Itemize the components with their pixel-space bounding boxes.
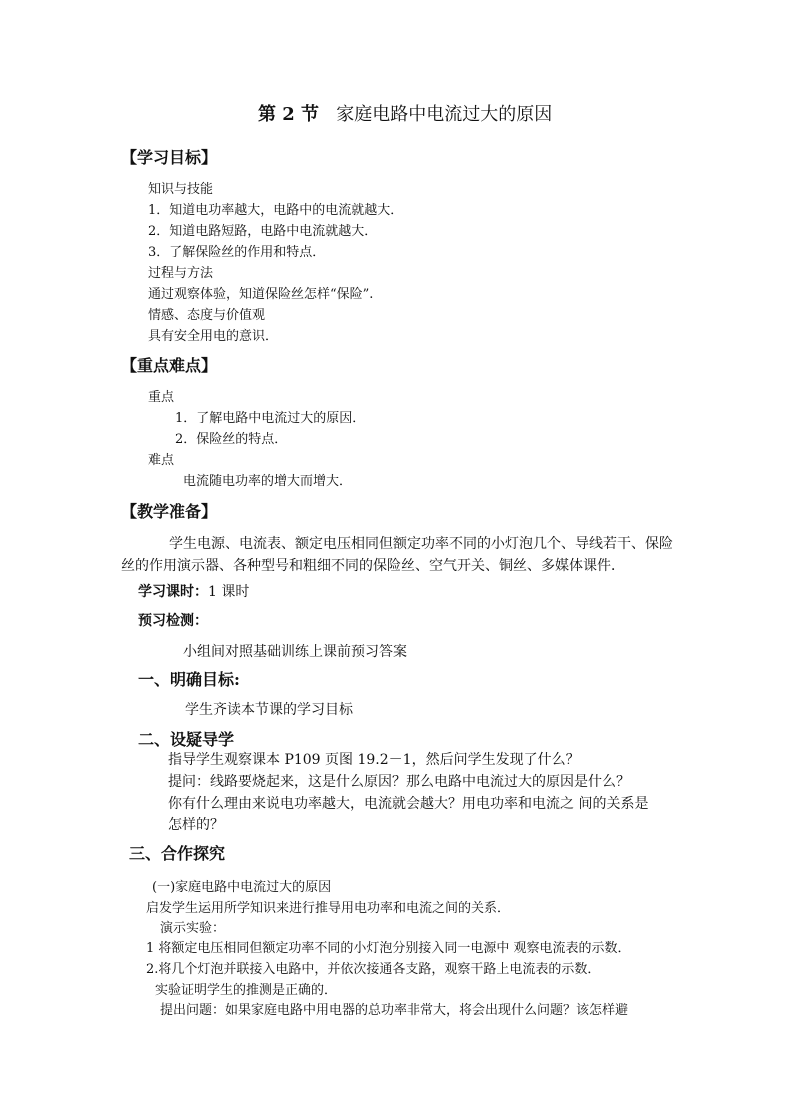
section3-line-1: 启发学生运用所学知识来进行推导用电功率和电流之间的关系． xyxy=(146,901,511,916)
prep-heading: 【教学准备】 xyxy=(121,502,218,521)
prep-line-2: 丝的作用演示器、各种型号和粗细不同的保险丝、空气开关、铜丝、多媒体课件． xyxy=(121,558,625,574)
preview-label: 预习检测： xyxy=(138,613,208,629)
objectives-heading: 【学习目标】 xyxy=(121,148,218,167)
preview-line: 小组间对照基础训练上课前预习答案 xyxy=(183,644,407,660)
section3-heading: 三、合作探究 xyxy=(129,844,226,863)
section2-line-3: 你有什么理由来说电功率越大，电流就会越大？用电功率和电流之 间的关系是 xyxy=(168,796,649,812)
keypoints-sub-key: 重点 xyxy=(148,390,175,405)
objectives-process-line: 通过观察体验，知道保险丝怎样“保险”. xyxy=(148,287,374,302)
keypoints-item-2: 2．保险丝的特点． xyxy=(175,432,288,447)
prep-line-1: 学生电源、电流表、额定电压相同但额定功率不同的小灯泡几个、导线若干、保险 xyxy=(169,536,673,552)
objectives-attitude-line: 具有安全用电的意识． xyxy=(148,329,279,344)
section3-subheading: (一)家庭电路中电流过大的原因 xyxy=(152,880,332,895)
objectives-item-2: 2．知道电路短路，电路中电流就越大． xyxy=(148,224,378,239)
keypoints-difficulty-line: 电流随电功率的增大而增大． xyxy=(183,474,353,489)
section2-line-1: 指导学生观察课本 P109 页图 19.2－1，然后问学生发现了什么？ xyxy=(168,752,580,768)
section3-line-3: 1 将额定电压相同但额定功率不同的小灯泡分别接入同一电源中 观察电流表的示数． xyxy=(146,941,631,956)
title-text: 家庭电路中电流过大的原因 xyxy=(336,104,553,125)
section1-line: 学生齐读本节课的学习目标 xyxy=(185,702,353,718)
hours-label: 学习课时： xyxy=(138,584,208,600)
section3-line-5: 实验证明学生的推测是正确的． xyxy=(155,983,338,998)
section1-heading: 一、明确目标: xyxy=(138,670,240,689)
keypoints-heading: 【重点难点】 xyxy=(121,356,218,375)
objectives-item-3: 3．了解保险丝的作用和特点． xyxy=(148,245,326,260)
objectives-sub-process: 过程与方法 xyxy=(148,266,214,281)
section2-line-2: 提问：线路要烧起来，这是什么原因？那么电路中电流过大的原因是什么？ xyxy=(168,774,630,790)
keypoints-sub-difficulty: 难点 xyxy=(148,453,175,468)
hours-line xyxy=(138,583,249,601)
section3-line-6: 提出问题：如果家庭电路中用电器的总功率非常大，将会出现什么问题？该怎样避 xyxy=(160,1003,629,1018)
hours-value: 1 课时 xyxy=(208,584,250,600)
section3-line-4: 2.将几个灯泡并联接入电路中，并依次接通各支路，观察干路上电流表的示数． xyxy=(146,962,601,977)
page-title xyxy=(258,106,552,124)
objectives-item-1: 1．知道电功率越大，电路中的电流就越大． xyxy=(148,203,404,218)
title-number: 第 2 节 xyxy=(258,104,320,125)
section3-line-2: 演示实验： xyxy=(160,921,226,936)
keypoints-item-1: 1．了解电路中电流过大的原因． xyxy=(175,411,366,426)
objectives-sub-knowledge: 知识与技能 xyxy=(148,182,214,197)
section2-heading: 二、设疑导学 xyxy=(138,730,235,749)
objectives-sub-attitude: 情感、态度与价值观 xyxy=(148,308,266,323)
section2-line-4: 怎样的？ xyxy=(168,817,224,833)
